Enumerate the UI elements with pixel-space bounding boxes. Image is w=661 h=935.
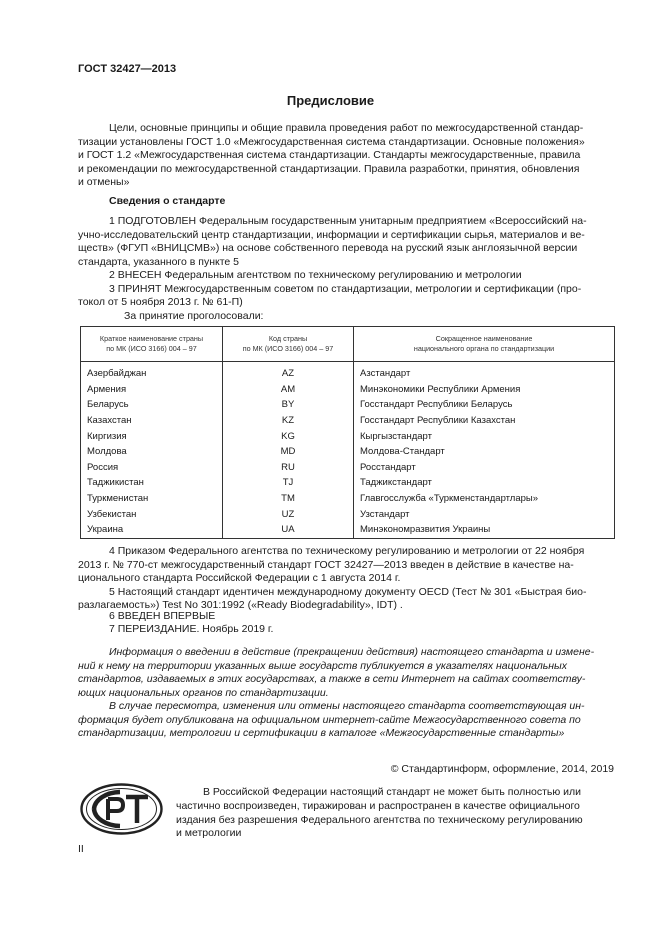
cell-body: Главгосслужба «Туркменстандартлары»: [354, 491, 615, 507]
item-6: 6 ВВЕДЕН ВПЕРВЫЕ: [109, 609, 216, 622]
cell-code: UA: [223, 522, 354, 538]
info-line: стандартов, издаваемых в этих государствах, а также в сети Интернет на сайтах соответству-: [78, 673, 586, 685]
item-1-line: ществ» (ФГУП «ВНИЦСМВ») на основе собственного перевода на русский язык англоязычной версии: [78, 242, 578, 254]
intro-line: и рекомендации по межгосударственной стандартизации. Правила разработки, принятия, обновления: [78, 162, 580, 175]
notice-line: В Российской Федерации настоящий стандарт не может быть полностью или: [203, 786, 582, 798]
header-body: Сокращенное наименование национального органа по стандартизации: [354, 327, 615, 362]
info-line: В случае пересмотра, изменения или отмены настоящего стандарта соответствующая ин-: [109, 700, 585, 712]
cell-body: Молдова-Стандарт: [354, 444, 615, 460]
item-7: 7 ПЕРЕИЗДАНИЕ. Ноябрь 2019 г.: [109, 623, 274, 635]
cell-body: Госстандарт Республики Беларусь: [354, 397, 615, 413]
cell-body: Госстандарт Республики Казахстан: [354, 413, 615, 429]
cell-code: KZ: [223, 413, 354, 429]
cell-code: AM: [223, 382, 354, 398]
notice-line: частично воспроизведен, тиражирован и распространен в качестве официального: [176, 800, 580, 812]
cell-code: BY: [223, 397, 354, 413]
document-code: ГОСТ 32427—2013: [78, 63, 177, 75]
info-line: Информация о введении в действие (прекращении действия) настоящего стандарта и измене-: [109, 646, 595, 658]
table-row: [81, 413, 615, 429]
item-5-line: 5 Настоящий стандарт идентичен международному документу OECD (Тест № 301 «Быстрая био-: [109, 585, 587, 598]
table-row: [81, 397, 615, 413]
page-number: II: [78, 843, 84, 855]
info-line: формация будет опубликована на официальном интернет-сайте Межгосударственного совета по: [78, 713, 581, 726]
table-row: [81, 428, 615, 444]
item-3-line: 3 ПРИНЯТ Межгосударственным советом по стандартизации, метрологии и сертификации (про-: [109, 282, 582, 295]
cell-body: Росстандарт: [354, 460, 615, 476]
voting-table: [80, 326, 615, 539]
svg-text:РСТ: РСТ: [121, 833, 124, 834]
cell-code: AZ: [223, 362, 354, 382]
cell-country: Азербайджан: [81, 362, 223, 382]
cell-body: Азстандарт: [354, 362, 615, 382]
item-1-line: стандарта, указанного в пункте 5: [78, 255, 239, 268]
table-row: [81, 460, 615, 476]
item-4-line: ционального стандарта Российской Федерации с 1 августа 2014 г.: [78, 572, 401, 584]
info-line: стандартизации, метрологии и сертификации в каталоге «Межгосударственные стандарты»: [78, 727, 565, 739]
rst-logo-icon: [80, 783, 163, 835]
cell-body: Таджикстандарт: [354, 475, 615, 491]
item-4-line: 4 Приказом Федерального агентства по техническому регулированию и метрологии от 22 ноября: [109, 545, 585, 557]
header-code: Код страны по МК (ИСО 3166) 004 – 97: [223, 327, 354, 362]
intro-line: Цели, основные принципы и общие правила проведения работ по межгосударственной стандар-: [109, 122, 584, 134]
cell-country: Таджикистан: [81, 475, 223, 491]
page-title: Предисловие: [286, 93, 375, 108]
table-row: [81, 382, 615, 398]
intro-line: тизации установлены ГОСТ 1.0 «Межгосударственная система стандартизации. Основные положения»: [78, 135, 585, 148]
cell-country: Туркменистан: [81, 491, 223, 507]
table-row: [81, 506, 615, 522]
cell-code: KG: [223, 428, 354, 444]
cell-body: Кыргызстандарт: [354, 428, 615, 444]
voted-label: За принятие проголосовали:: [124, 309, 264, 322]
notice-line: и метрологии: [176, 827, 242, 839]
cell-country: Россия: [81, 460, 223, 476]
cell-country: Казахстан: [81, 413, 223, 429]
item-3-line: токол от 5 ноября 2013 г. № 61-П): [78, 296, 243, 308]
table-row: [81, 522, 615, 538]
table-row: [81, 475, 615, 491]
intro-line: и отмены»: [78, 176, 130, 188]
info-line: ющих национальных органов по стандартизации.: [78, 686, 329, 699]
table-row: [81, 444, 615, 460]
cell-body: Минэкономразвития Украины: [354, 522, 615, 538]
info-line: ний к нему на территории указанных выше государств публикуется в указателях национальных: [78, 659, 568, 672]
cell-country: Киргизия: [81, 428, 223, 444]
cell-country: Молдова: [81, 444, 223, 460]
cell-code: RU: [223, 460, 354, 476]
cell-code: UZ: [223, 506, 354, 522]
item-1-line: учно-исследовательский центр стандартизации, информации и сертификации сырья, материалов и ве-: [78, 228, 585, 241]
cell-code: TM: [223, 491, 354, 507]
cell-body: Минэкономики Республики Армения: [354, 382, 615, 398]
notice-line: издания без разрешения Федерального агентства по техническому регулированию: [176, 813, 583, 826]
item-5-line: разлагаемость») Test No 301:1992 («Ready Biodegradability», IDT) .: [78, 599, 403, 611]
table-header-row: [81, 327, 615, 362]
cell-body: Узстандарт: [354, 506, 615, 522]
header-country: Краткое наименование страны по МК (ИСО 3166) 004 – 97: [81, 327, 223, 362]
section-heading: Сведения о стандарте: [109, 195, 226, 207]
table-row: [81, 491, 615, 507]
cell-country: Беларусь: [81, 397, 223, 413]
table-row: [81, 362, 615, 382]
cell-country: Украина: [81, 522, 223, 538]
item-2: 2 ВНЕСЕН Федеральным агентством по техническому регулированию и метрологии: [109, 269, 522, 281]
item-1-line: 1 ПОДГОТОВЛЕН Федеральным государственным унитарным предприятием «Всероссийский на-: [109, 215, 587, 227]
intro-line: и ГОСТ 1.2 «Межгосударственная система стандартизации. Стандарты межгосударственные, правила: [78, 149, 581, 161]
item-4-line: 2013 г. № 770-ст межгосударственный стандарт ГОСТ 32427—2013 введен в действие в качестве на-: [78, 558, 574, 571]
cell-code: TJ: [223, 475, 354, 491]
cell-country: Узбекистан: [81, 506, 223, 522]
cell-code: MD: [223, 444, 354, 460]
copyright: © Стандартинформ, оформление, 2014, 2019: [390, 763, 614, 775]
cell-country: Армения: [81, 382, 223, 398]
